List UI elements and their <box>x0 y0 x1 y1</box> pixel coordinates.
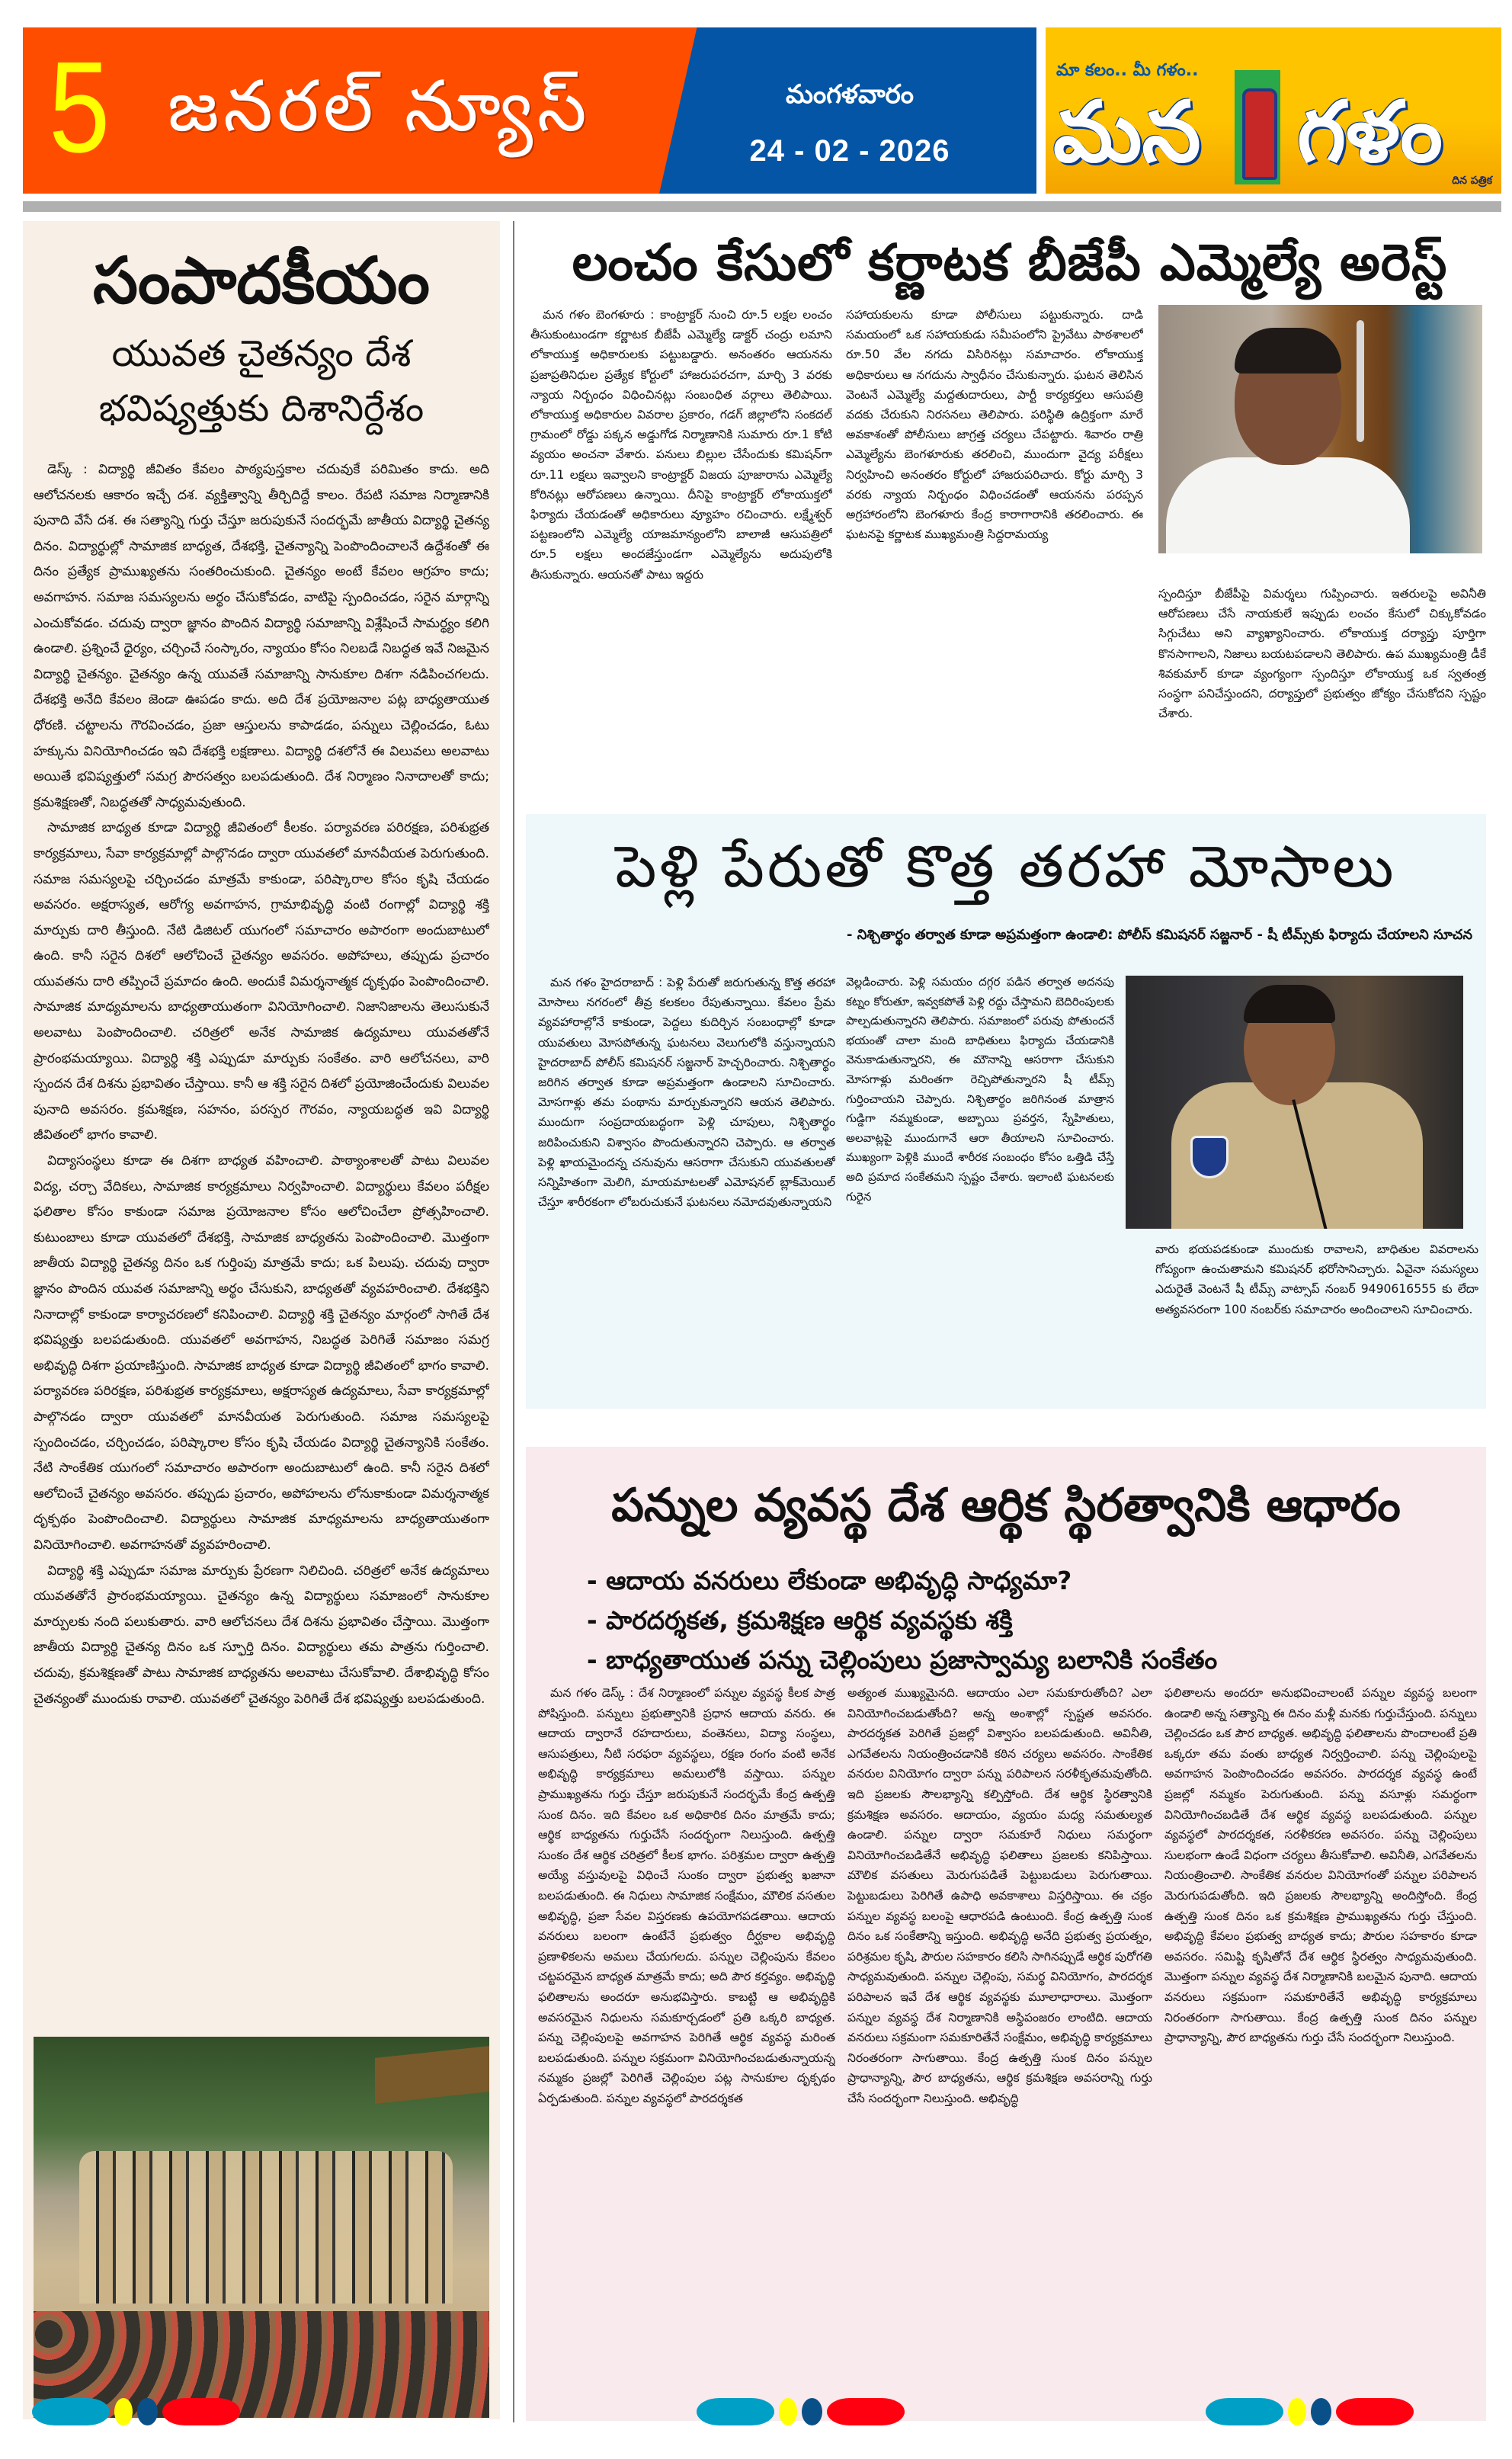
editorial-subtitle <box>30 326 492 436</box>
bullet-item: - పారదర్శకత, క్రమశిక్షణ ఆర్థిక వ్యవస్థకు శక్తి <box>587 1605 1013 1635</box>
editorial-paragraph: విద్యార్థి శక్తి ఎప్పుడూ సమాజ మార్పుకు ప్రేరణగా నిలిచింది. చరిత్రలో అనేక ఉద్యమాలు యువతతోనే ప్రారంభమయ్యాయి. చైతన్యం ఉన్న విద్యార్థులు సమాజంలో సానుకూల మార్పులకు నంది పలుకుతారు. వారి ఆలోచనలు దేశ దిశను ప్రభావితం చేస్తాయి. మొత్తంగా జాతీయ విద్యార్థి చైతన్య దినం ఒక స్ఫూర్తి దినం. విద్యార్థులు తమ పాత్రను గుర్తించాలి. చదువు, క్రమశిక్షణతో పాటు సామాజిక బాధ్యతను అలవాటు చేసుకోవాలి. దేశాభివృద్ధి కోసం చైతన్యంతో ముందుకు రావాలి. యువతలో చైతన్యం పెరిగితే దేశ భవిష్యత్తు బలపడుతుంది. <box>34 1563 489 1707</box>
masthead <box>23 27 1501 194</box>
photo-door-handle <box>1357 320 1364 442</box>
editorial-paragraph: విద్యాసంస్థలు కూడా ఈ దిశగా బాధ్యత వహించాలి. పాఠ్యాంశాలతో పాటు విలువల విద్య, చర్చా వేదికలు, సామాజిక కార్యక్రమాలు నిర్వహించాలి. విద్యార్థులు కేవలం పరీక్షల ఫలితాల కోసం కాకుండా సమాజ ప్రయోజనాల కోసం ఆలోచించేలా ప్రోత్సహించాలి. కుటుంబాలు కూడా యువతలో దేశభక్తి, సామాజిక బాధ్యతను పెంపొందించాలి. మొత్తంగా జాతీయ విద్యార్థి చైతన్య దినం ఒక గుర్తింపు మాత్రమే కాదు; ఒక పిలుపు. చదువు ద్వారా జ్ఞానం పొందిన యువత సమాజాన్ని అర్థం చేసుకుని, బాధ్యతతో వ్యవహరించాలి. దేశభక్తిని నినాదాల్లో కాకుండా కార్యాచరణలో కనిపించాలి. విద్యార్థి శక్తి చైతన్యం మార్గంలో సాగితే దేశ భవిష్యత్తు బలపడుతుంది. యువతలో అవగాహన, నిబద్ధత పెరిగితే సమాజం సమగ్ర అభివృద్ధి దిశగా ప్రయాణిస్తుంది. సామాజిక బాధ్యత కూడా విద్యార్థి జీవితంలో భాగం కావాలి. పర్యావరణ పరిరక్షణ, పరిశుభ్రత కార్యక్రమాలు, అక్షరాస్యత ఉద్యమాలు, సేవా కార్యక్రమాల్లో పాల్గొనడం ద్వారా యువతలో మానవీయత పెరుగుతుంది. సమాజ సమస్యలపై స్పందించడం, చర్చించడం, పరిష్కారాల కోసం కృషి చేయడం విద్యార్థి చైతన్యానికి సంకేతం. నేటి సాంకేతిక యుగంలో సమాచారం అపారంగా అందుబాటులో ఉంది. కానీ సరైన దిశలో ఆలోచించే చైతన్యం అవసరం. తప్పుడు ప్రచారం, అపోహలను లోనుకాకుండా విమర్శనాత్మక దృక్పథం పెంపొందించాలి. విద్యార్థులు సామాజిక మాధ్యమాలను బాధ్యతాయుతంగా వినియోగించాలి. అవగాహనతో వ్యవహరించాలి. <box>34 1153 489 1553</box>
article-column-2 <box>846 305 1143 770</box>
editorial-paragraph: సామాజిక బాధ్యత కూడా విద్యార్థి జీవితంలో కీలకం. పర్యావరణ పరిరక్షణ, పరిశుభ్రత కార్యక్రమాలు, సేవా కార్యక్రమాల్లో పాల్గొనడం ద్వారా యువతలో మానవీయత పెరుగుతుంది. సమాజ సమస్యలపై చర్చించడం మాత్రమే కాకుండా, పరిష్కారాల కోసం కృషి చేయడం అవసరం. అక్షరాస్యత, ఆరోగ్య అవగాహన, గ్రామాభివృద్ధి వంటి రంగాల్లో విద్యార్థి శక్తి మార్పుకు దారి తీస్తుంది. నేటి డిజిటల్ యుగంలో సమాచారం అపారంగా అందుబాటులో ఉంది. కానీ సరైన దిశలో ఆలోచించే చైతన్యం అవసరం. అపోహలు, తప్పుడు ప్రచారం యువతను దారి తప్పించే ప్రమాదం ఉంది. అందుకే విమర్శనాత్మక దృక్పథం పెంపొందించాలి. సామాజిక మాధ్యమాలను బాధ్యతాయుతంగా వినియోగించాలి. నిజానిజాలను తెలుసుకునే అలవాటు పెంపొందించాలి. చరిత్రలో అనేక సామాజిక ఉద్యమాలు యువతతోనే ప్రారంభమయ్యాయి. విద్యార్థి శక్తి ఎప్పుడూ మార్పుకు సంకేతం. వారి ఆలోచనలు, వారి స్పందన దేశ దిశను ప్రభావితం చేస్తాయి. కానీ ఆ శక్తి సరైన దిశలో ప్రయోజించేందుకు విలువల పునాది అవసరం. క్రమశిక్షణ, సహనం, పరస్పర గౌరవం, న్యాయబద్ధత ఇవి విద్యార్థి జీవితంలో భాగం కావాలి. <box>34 820 489 1143</box>
police-badge-icon <box>1190 1136 1228 1178</box>
ornament-cyan-shape <box>1206 2398 1283 2425</box>
header-divider <box>23 201 1501 212</box>
editorial-column <box>23 221 500 2419</box>
ornament-cyan-shape <box>32 2398 110 2425</box>
logo-name-left: మన <box>1053 83 1201 181</box>
footer-ornament <box>1206 2398 1414 2425</box>
column-rule <box>513 221 514 2422</box>
editorial-heading: సంపాదకీయం <box>93 243 430 318</box>
article-column-2 <box>847 1683 1152 2413</box>
article-bribery-case <box>526 221 1494 770</box>
editorial-paragraph: డెస్క్ : విద్యార్థి జీవితం కేవలం పాఠ్యపుస్తకాల చదువుకే పరిమితం కాదు. అది ఆలోచనలకు ఆకారం ఇచ్చే దశ. వ్యక్తిత్వాన్ని తీర్చిదిద్దే కాలం. రేపటి సమాజ నిర్మాణానికి పునాది వేసే దశ. ఈ సత్యాన్ని గుర్తు చేస్తూ జరుపుకునే సందర్భమే జాతీయ విద్యార్థి చైతన్య దినం. విద్యార్థుల్లో సామాజిక బాధ్యత, దేశభక్తి, చైతన్యాన్ని పెంపొందించాలనే ఉద్దేశంతో ఈ దినం ప్రత్యేక ప్రాముఖ్యతను సంతరించుకుంది. చైతన్యం అంటే కేవలం ఆగ్రహం కాదు; అవగాహన. సమాజ సమస్యలను అర్థం చేసుకోవడం, వాటిపై స్పందించడం, సరైన మార్గాన్ని ఎంచుకోవడం. చదువు ద్వారా జ్ఞానం పొందిన విద్యార్థి సమాజాన్ని విశ్లేషించే సామర్థ్యం కలిగి ఉండాలి. ప్రశ్నించే ధైర్యం, చర్చించే సంస్కారం, న్యాయం కోసం నిలబడే నిబద్ధత ఇవే నిజమైన విద్యార్థి చైతన్యం. చైతన్యం ఉన్న యువతే సమాజాన్ని సానుకూల దిశగా నడిపించగలదు. దేశభక్తి అనేది కేవలం జెండా ఊపడం కాదు. అది దేశ ప్రయోజనాల పట్ల బాధ్యతాయుత ధోరణి. చట్టాలను గౌరవించడం, ప్రజా ఆస్తులను కాపాడడం, పన్నులు చెల్లించడం, ఓటు హక్కును వినియోగించడం ఇవి దేశభక్తి లక్షణాలు. విద్యార్థి దశలోనే ఈ విలువలు అలవాటు అయితే భవిష్యత్తులో సమగ్ర పౌరసత్వం బలపడుతుంది. దేశ నిర్మాణం నినాదాలతో కాదు; క్రమశిక్షణతో, నిబద్ధతతో సాధ్యమవుతుంది. <box>34 462 489 810</box>
ornament-red-shape <box>827 2398 905 2425</box>
article-headline: పన్నుల వ్యవస్థ దేశ ఆర్థిక స్థిరత్వానికి ఆధారం <box>611 1479 1401 1532</box>
ornament-yellow-shape <box>114 2398 133 2425</box>
day-label: మంగళవారం <box>786 79 914 110</box>
article-text: సహాయకులను కూడా పోలీసులు పట్టుకున్నారు. దాడి సమయంలో ఒక సహాయకుడు సమీపంలోని ప్రైవేటు పాఠశాలలో రూ.50 వేల నగదు విసిరినట్లు సమాచారం. లోకాయుక్త అధికారులు ఆ నగదును స్వాధీనం చేసుకున్నారు. ఘటన తెలిసిన వెంటనే ఎమ్మెల్యే మద్దతుదారులు, పార్టీ కార్యకర్తలు ఆసుపత్రి వదకు చేరుకుని నిరసనలు తెలిపారు. పరిస్థితి ఉద్రిక్తంగా మారే అవకాశంతో పోలీసులు జాగ్రత్త చర్యలు చేపట్టారు. శివారం రాత్రి ఎమ్మెల్యేను బెంగళూరుకు తరలించి, ముందుగా వైద్య పరీక్షలు నిర్వహించి అనంతరం కోర్టులో హాజరుపరిచారు. కోర్టు మార్చి 3 వరకు న్యాయ నిర్బంధం విధించడంతో ఆయనను పరప్పన అగ్రహారంలోని బెంగళూరు కేంద్ర కారాగారానికి తరలించారు. ఈ ఘటనపై కర్ణాటక ముఖ్యమంత్రి సిద్దరామయ్య <box>846 308 1143 542</box>
article-column-1 <box>538 1683 835 2413</box>
ornament-navy-shape <box>802 2398 822 2425</box>
ornament-navy-shape <box>1311 2398 1331 2425</box>
article-marriage-fraud <box>526 814 1486 1409</box>
article-text: వారు భయపడకుండా ముందుకు రావాలని, బాధితుల వివరాలను గోప్యంగా ఉంచుతామని కమిషనర్ భరోసానిచ్చారు. ఏవైనా సమస్యలు ఎదురైతే వెంటనే షీ టీమ్స్ వాట్సాప్ నంబర్ 9490616555 కు లేదా అత్యవసరంగా 100 నంబర్‌కు సమాచారం అందించాలని సూచించారు. <box>1155 1242 1478 1316</box>
article-text: మన గళం బెంగళూరు : కాంట్రాక్టర్ నుంచి రూ.5 లక్షల లంచం తీసుకుంటుండగా కర్ణాటక బీజేపీ ఎమ్మెల్యే డాక్టర్ చంద్రు లమాని లోకాయుక్త అధికారులకు పట్టుబడ్డారు. అనంతరం ఆయనను ప్రజాప్రతినిధుల ప్రత్యేక కోర్టులో హాజరుపరచగా, మార్చి 3 వరకు న్యాయ నిర్బంధం విధించినట్లు సంబంధిత వర్గాలు తెలిపాయి. లోకాయుక్త అధికారుల వివరాల ప్రకారం, గడగ్ జిల్లాలోని సంకదల్ గ్రామంలో రోడ్డు పక్కన అడ్డుగోడ నిర్మాణానికి సుమారు రూ.1 కోటి వ్యయం అంచనా వేశారు. పనులు బిల్లుల చేసేందుకు కమిషన్‌గా రూ.11 లక్షలు ఇవ్వాలని కాంట్రాక్టర్ విజయ పూజారాను ఎమ్మెల్యే కోరినట్లు ఆరోపణలు ఉన్నాయి. దీనిపై కాంట్రాక్టర్ లోకాయుక్తలో ఫిర్యాదు చేయడంతో అధికారులు వ్యూహం రచించారు. లక్ష్మేశ్వర్ పట్టణంలోని ఎమ్మెల్యే యాజమాన్యంలోని బాలాజీ ఆసుపత్రిలో రూ.5 లక్షలు అందజేస్తుండగా ఎమ్మెల్యేను అదుపులోకి తీసుకున్నారు. ఆయనతో పాటు ఇద్దరు <box>530 308 832 582</box>
article-column-1 <box>538 973 835 1399</box>
article-deck: - నిశ్చితార్థం తర్వాత కూడా అప్రమత్తంగా ఉండాలి: పోలీస్ కమిషనర్ సజ్జనార్ - షీ టీమ్స్‌కు ఫిర్యాదు చేయాలని సూచన <box>847 927 1472 943</box>
article-column-1 <box>530 305 832 770</box>
photo-roof <box>375 2046 489 2104</box>
article-text: ఫలితాలను అందరూ అనుభవించాలంటే పన్నుల వ్యవస్థ బలంగా ఉండాలి అన్న సత్యాన్ని ఈ దినం మళ్లీ మనకు గుర్తుచేస్తుంది. పన్నులు చెల్లించడం ఒక పౌర బాధ్యత. అభివృద్ధి ఫలితాలను పొందాలంటే ప్రతి ఒక్కరూ తమ వంతు బాధ్యత నిర్వర్తించాలి. పన్ను చెల్లింపులపై అవగాహన పెంపొందించడం అవసరం. పారదర్శక వ్యవస్థ ఉంటే ప్రజల్లో నమ్మకం పెరుగుతుంది. పన్ను వసూళ్లు సమర్థంగా వినియోగించబడితే దేశ ఆర్థిక వ్యవస్థ బలపడుతుంది. పన్నుల వ్యవస్థలో పారదర్శకత, సరళీకరణ అవసరం. పన్ను చెల్లింపులు సులభంగా ఉండే విధంగా చర్యలు తీసుకోవాలి. అవినీతి, ఎగవేతలను నియంత్రించాలి. సాంకేతిక వనరుల వినియోగంతో పన్నుల పరిపాలన మెరుగుపడుతోంది. ఇది ప్రజలకు సౌలభ్యాన్ని అందిస్తోంది. కేంద్ర ఉత్పత్తి సుంక దినం ఒక క్రమశిక్షణ ప్రాముఖ్యతను గుర్తు చేస్తుంది. అభివృద్ధి కేవలం ప్రభుత్వ బాధ్యత కాదు; పౌరుల సహకారం కూడా అవసరం. సమిష్టి కృషితోనే దేశ ఆర్థిక స్థిరత్వం సాధ్యమవుతుంది. మొత్తంగా పన్నుల వ్యవస్థ దేశ నిర్మాణానికి బలమైన పునాది. ఆదాయ వనరులు సక్రమంగా సమకూరితేనే అభివృద్ధి కార్యక్రమాలు నిరంతరంగా సాగుతాయి. కేంద్ర ఉత్పత్తి సుంక దినం పన్నుల ప్రాధాన్యాన్ని, పౌర బాధ్యతను గుర్తు చేసే సందర్భంగా నిలుస్తుంది. <box>1164 1686 1477 2045</box>
ornament-yellow-shape <box>1288 2398 1306 2425</box>
logo-name-right: గళం <box>1297 83 1443 181</box>
ornament-red-shape <box>162 2398 240 2425</box>
article-column-3 <box>1164 1683 1477 2413</box>
article-tax-system <box>526 1447 1486 2421</box>
page-number: 5 <box>49 35 111 180</box>
mla-photo <box>1158 305 1482 553</box>
editorial-subtitle-line-2: భవిష్యత్తుకు దిశానిర్దేశం <box>98 387 424 430</box>
newspaper-logo <box>1046 27 1501 194</box>
article-text: మన గళం డెస్క్ : దేశ నిర్మాణంలో పన్నుల వ్యవస్థ కీలక పాత్ర పోషిస్తుంది. పన్నులు ప్రభుత్వానికి ప్రధాన ఆదాయ వనరు. ఈ ఆదాయ ద్వారానే రహదారులు, వంతెనలు, విద్యా సంస్థలు, ఆసుపత్రులు, నీటి సరఫరా వ్యవస్థలు, రక్షణ రంగం వంటి అనేక అభివృద్ధి కార్యక్రమాలు అమలులోకి వస్తాయి. పన్నుల ప్రాముఖ్యతను గుర్తు చేస్తూ జరుపుకునే సందర్భమే కేంద్ర ఉత్పత్తి సుంక దినం. ఇది కేవలం ఒక అధికారిక దినం మాత్రమే కాదు; ఆర్థిక బాధ్యతను గుర్తుచేసే సందర్భంగా నిలుస్తుంది. ఉత్పత్తి సుంకం దేశ ఆర్థిక చరిత్రలో కీలక భాగం. పరిశ్రమల ద్వారా ఉత్పత్తి అయ్యే వస్తువులపై విధించే సుంకం ద్వారా ప్రభుత్వ ఖజానా బలపడుతుంది. ఈ నిధులు సామాజిక సంక్షేమం, మౌలిక వసతుల అభివృద్ధి, ప్రజా సేవల విస్తరణకు ఉపయోగపడతాయి. ఆదాయ వనరులు బలంగా ఉంటేనే ప్రభుత్వం దీర్ఘకాల అభివృద్ధి ప్రణాళికలను అమలు చేయగలదు. పన్నుల చెల్లింపును కేవలం చట్టపరమైన బాధ్యత మాత్రమే కాదు; అది పౌర కర్తవ్యం. అభివృద్ధి ఫలితాలను అందరూ అనుభవిస్తారు. కాబట్టి ఆ అభివృద్ధికి అవసరమైన నిధులను సమకూర్చడంలో ప్రతి ఒక్కరి బాధ్యత. పన్ను చెల్లింపులపై అవగాహన పెరిగితే ఆర్థిక వ్యవస్థ మరింత బలపడుతుంది. పన్నుల సక్రమంగా వినియోగించబడుతున్నాయన్న నమ్మకం ప్రజల్లో పెరిగితే చెల్లింపుల పట్ల సానుకూల దృక్పథం ఏర్పడుతుంది. పన్నుల వ్యవస్థలో పారదర్శకత <box>538 1686 835 2105</box>
article-text: మన గళం హైదరాబాద్ : పెళ్లి పేరుతో జరుగుతున్న కొత్త తరహా మోసాలు నగరంలో తీవ్ర కలకలం రేపుతున్నాయి. కేవలం ప్రేమ వ్యవహారాల్లోనే కాకుండా, పెద్దలు కుదిర్చిన సంబంధాల్లో కూడా యువతులు మోసపోతున్న ఘటనలు వెలుగులోకి వస్తున్నాయని హైదరాబాద్ పోలీస్ కమిషనర్ సజ్జనార్ హెచ్చరించారు. నిశ్చితార్థం జరిగిన తర్వాత కూడా అప్రమత్తంగా ఉండాలని సూచించారు. మోసగాళ్లు తమ పంథాను మార్చుకున్నారని ఆయన తెలిపారు. ముందుగా సంప్రదాయబద్ధంగా పెళ్లి చూపులు, నిశ్చితార్థం జరిపించుకుని విశ్వాసం పొందుతున్నారని చెప్పారు. ఆ తర్వాత పెళ్లి ఖాయమైందన్న చనువును ఆసరాగా చేసుకుని యువతులతో సన్నిహితంగా మెలిగి, మాయమాటలతో ఎమోషనల్ బ్లాక్‌మెయిల్ చేస్తూ శారీరకంగా లోబరుచుకునే ఘటనలు నమోదవుతున్నాయని <box>538 976 835 1210</box>
date-label: 24 - 02 - 2026 <box>749 134 950 168</box>
raised-fist-icon <box>1242 88 1277 180</box>
editorial-subtitle-line-1: యువత చైతన్యం దేశ <box>111 332 412 375</box>
photo-shirt <box>1166 457 1410 553</box>
ornament-cyan-shape <box>697 2398 774 2425</box>
section-title: జనరల్ న్యూస్ <box>168 66 591 147</box>
bullet-item: - ఆదాయ వనరులు లేకుండా అభివృద్ధి సాధ్యమా? <box>587 1566 1072 1595</box>
article-bullet-list <box>587 1561 1425 1680</box>
ornament-navy-shape <box>137 2398 158 2425</box>
students-photo <box>34 2037 489 2418</box>
photo-hair <box>1244 985 1335 1023</box>
article-column-3 <box>1155 1239 1478 1399</box>
article-headline: పెళ్లి పేరుతో కొత్త తరహా మోసాలు <box>615 832 1397 900</box>
article-text: వెల్లడించారు. పెళ్లి సమయం దగ్గర పడిన తర్వాత అదనపు కట్నం కోరుతూ, ఇవ్వకపోతే పెళ్లి రద్దు చేస్తామని బెదిరింపులకు పాల్పడుతున్నారని తెలిపారు. సమాజంలో పరువు పోతుందనే భయంతో చాలా మంది బాధితులు ఫిర్యాదు చేయడానికి వెనుకాడుతున్నారని, ఈ మౌనాన్ని ఆసరాగా చేసుకుని మోసగాళ్లు మరింతగా రెచ్చిపోతున్నారని షీ టీమ్స్ గుర్తించాయని చెప్పారు. నిశ్చితార్థం జరిగినంత మాత్రాన గుడ్డిగా నమ్మకుండా, అబ్బాయి ప్రవర్తన, స్నేహితులు, అలవాట్లపై ముందుగానే ఆరా తీయాలని సూచించారు. ముఖ్యంగా పెళ్లికి ముందే శారీరక సంబంధం కోసం ఒత్తిడి చేస్తే అది ప్రమాద సంకేతమని స్పష్టం చేశారు. ఇలాంటి ఘటనలకు గురైన <box>846 975 1114 1204</box>
ornament-red-shape <box>1336 2398 1414 2425</box>
footer-ornament <box>697 2398 905 2425</box>
logo-subtitle: దిన పత్రిక <box>1452 175 1492 187</box>
article-column-2 <box>846 973 1114 1399</box>
photo-hair <box>1235 328 1341 373</box>
article-text: స్పందిస్తూ బీజేపీపై విమర్శలు గుప్పించారు. ఇతరులపై అవినీతి ఆరోపణలు చేసే నాయకులే ఇప్పుడు లంచం కేసులో చిక్కుకోవడం సిగ్గుచేటు అని వ్యాఖ్యానించారు. లోకాయుక్త దర్యాప్తు పూర్తిగా కొనసాగాలని, నిజాలు బయటపడాలని తెలిపారు. ఉప ముఖ్యమంత్రి డీకే శివకుమార్ కూడా వ్యంగ్యంగా స్పందిస్తూ లోకాయుక్త ఒక స్వతంత్ర సంస్థగా పనిచేస్తుందని, దర్యాప్తులో ప్రభుత్వం జోక్యం చేసుకోదని స్పష్టం చేశారు. <box>1158 587 1486 721</box>
ornament-yellow-shape <box>779 2398 797 2425</box>
article-column-3 <box>1158 584 1486 770</box>
logo-tagline: మా కలం.. మీ గళం.. <box>1056 61 1199 80</box>
police-commissioner-photo <box>1126 976 1463 1229</box>
article-text: అత్యంత ముఖ్యమైనది. ఆదాయం ఎలా సమకూరుతోంది? ఎలా వినియోగించబడుతోంది? అన్న అంశాల్లో స్పష్టత అవసరం. పారదర్శకత పెరిగితే ప్రజల్లో విశ్వాసం బలపడుతుంది. అవినీతి, ఎగవేతలను నియంత్రించడానికి కఠిన చర్యలు అవసరం. సాంకేతిక వనరుల వినియోగం ద్వారా పన్ను పరిపాలన సరళీకృతమవుతోంది. ఇది ప్రజలకు సౌలభ్యాన్ని కల్పిస్తోంది. దేశ ఆర్థిక స్థిరత్వానికి క్రమశిక్షణ అవసరం. ఆదాయం, వ్యయం మధ్య సమతుల్యత ఉండాలి. పన్నుల ద్వారా సమకూరే నిధులు సమర్థంగా వినియోగించబడితేనే అభివృద్ధి ఫలితాలు ప్రజలకు కనిపిస్తాయి. మౌలిక వసతులు మెరుగుపడితే పెట్టుబడులు పెరుగుతాయి. పెట్టుబడులు పెరిగితే ఉపాధి అవకాశాలు విస్తరిస్తాయి. ఈ చక్రం పన్నుల వ్యవస్థ బలంపై ఆధారపడి ఉంటుంది. కేంద్ర ఉత్పత్తి సుంక దినం ఒక సంకేతాన్ని ఇస్తుంది. అభివృద్ధి అనేది ప్రభుత్వ ప్రయత్నం, పరిశ్రమల కృషి, పౌరుల సహకారం కలిసి సాగినప్పుడే ఆర్థిక పురోగతి సాధ్యమవుతుంది. పన్నుల చెల్లింపు, సమర్థ వినియోగం, పారదర్శక పరిపాలన ఇవే దేశ ఆర్థిక వ్యవస్థకు మూలాధారాలు. మొత్తంగా పన్నుల వ్యవస్థ దేశ నిర్మాణానికి అస్థిపంజరం లాంటిది. ఆదాయ వనరులు సక్రమంగా సమకూరితేనే సంక్షేమం, అభివృద్ధి కార్యక్రమాలు నిరంతరంగా సాగుతాయి. కేంద్ర ఉత్పత్తి సుంక దినం పన్నుల ప్రాధాన్యాన్ని, పౌర బాధ్యతను, ఆర్థిక క్రమశిక్షణ అవసరాన్ని గుర్తు చేసే సందర్భంగా నిలుస్తుంది. అభివృద్ధి <box>847 1686 1152 2105</box>
footer-ornament <box>32 2398 240 2425</box>
article-headline: లంచం కేసులో కర్ణాటక బీజేపీ ఎమ్మెల్యే అరెస్ట్ <box>572 233 1448 292</box>
bullet-item: - బాధ్యతాయుత పన్ను చెల్లింపులు ప్రజాస్వామ్య బలానికి సంకేతం <box>587 1645 1218 1675</box>
editorial-body <box>34 457 489 2035</box>
photo-students-standing <box>79 2151 453 2304</box>
